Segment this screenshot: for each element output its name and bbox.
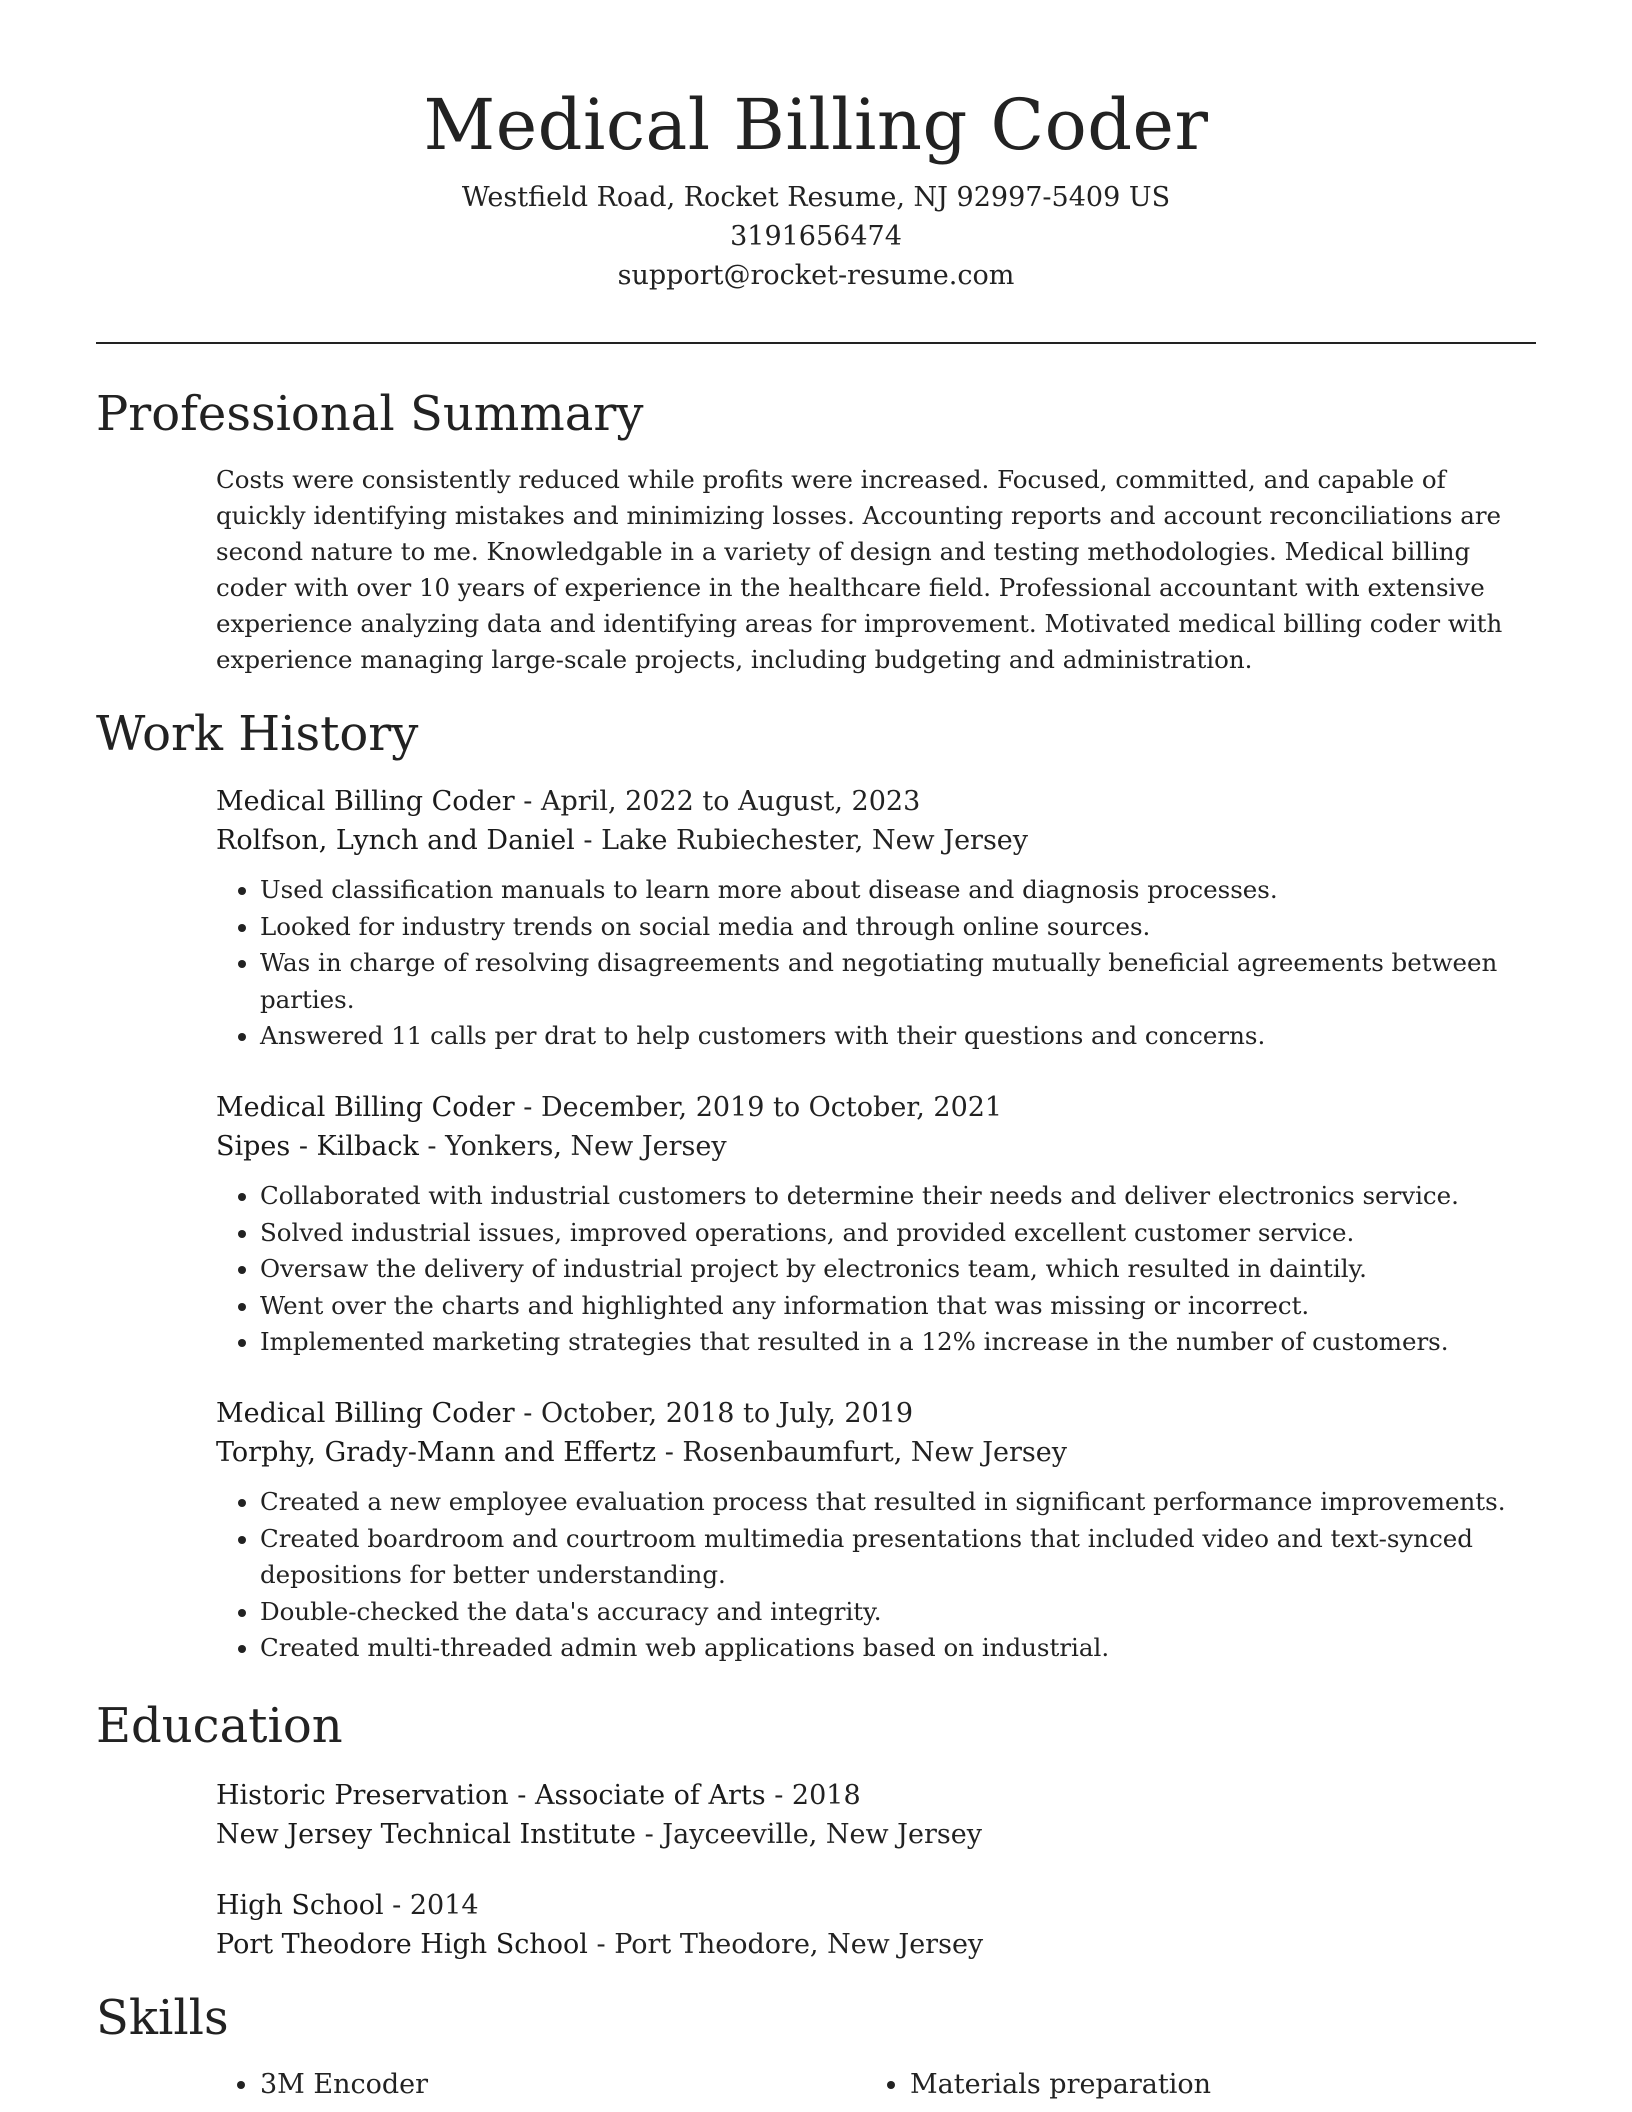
summary-text: Costs were consistently reduced while profits were increased. Focused, committed, and capable of quickly identifying mistakes and minimizing losses. Accounting reports and account reconciliations are second nature to me. Knowledgable in a variety of design and testing methodologies. Medical billing coder with over 10 years of experience in the healthcare field. Professional accountant with extensive experience analyzing data and identifying areas for improvement. Motivated medical billing coder with experience managing large-scale projects, including budgeting and administration. [216,465,1503,674]
job-entry [216,1394,1536,1667]
job-bullets [216,1484,1536,1667]
header-divider [96,342,1536,344]
job-bullets [216,1178,1536,1361]
list-item: • Implemented marketing strategies that resulted in a 12% increase in the number of customers. [260,1324,1536,1361]
list-item: • Looked for industry trends on social media and through online sources. [260,909,1536,946]
list-item: • Collaborated with industrial customers to determine their needs and deliver electronics service. [260,1178,1536,1215]
job-company: Sipes - Kilback [216,1131,419,1162]
school-line [216,1815,1536,1854]
list-item: • Was in charge of resolving disagreements and negotiating mutually beneficial agreements between parties. [260,945,1536,1018]
school-name: New Jersey Technical Institute [216,1819,637,1850]
job-role: Medical Billing Coder [216,1398,515,1429]
job-company-line [216,1127,1536,1166]
job-title-line [216,1088,1536,1127]
summary-heading: Professional Summary [96,386,644,442]
job-title-line [216,782,1536,821]
education-entry [216,1886,1536,1964]
list-item: • Created a new employee evaluation process that resulted in significant performance improvements. [260,1484,1536,1521]
job-role: Medical Billing Coder [216,786,515,817]
resume-header [96,80,1536,295]
job-role: Medical Billing Coder [216,1092,515,1123]
job-entry [216,782,1536,1055]
list-item: • Solved industrial issues, improved operations, and provided excellent customer service. [260,1215,1536,1252]
list-item: • Double-checked the data's accuracy and integrity. [260,1594,1536,1631]
degree: High School [216,1890,384,1921]
list-item: • Answered 11 calls per drat to help customers with their questions and concerns. [260,1018,1536,1055]
skills-column-2 [866,2066,1211,2104]
list-item: • Created boardroom and courtroom multimedia presentations that included video and text-synced depositions for better understanding. [260,1521,1536,1594]
address: Westfield Road, Rocket Resume, NJ 92997-5409 US [461,182,1171,213]
list-item: • 3M Encoder [260,2066,428,2104]
contact-info [96,178,1536,295]
school-location: - Port Theodore, New Jersey [587,1929,984,1960]
job-location: - Yonkers, New Jersey [418,1131,727,1162]
job-title-line [216,1394,1536,1433]
job-entry [216,1088,1536,1361]
job-company: Torphy, Grady-Mann and Effertz [216,1437,657,1468]
job-bullets [216,872,1536,1055]
list-item: • Created multi-threaded admin web applications based on industrial. [260,1630,1536,1667]
job-dates: - April, 2022 to August, 2023 [514,786,921,817]
job-company-line [216,1433,1536,1472]
candidate-name: Medical Billing Coder [423,84,1209,166]
education-heading: Education [96,1698,343,1754]
list-item: • Materials preparation [910,2066,1211,2104]
degree-line [216,1776,1536,1815]
degree: Historic Preservation - Associate of Arts [216,1780,766,1811]
degree-line [216,1886,1536,1925]
job-dates: - October, 2018 to July, 2019 [514,1398,914,1429]
phone: 3191656474 [730,221,902,252]
job-location: - Rosenbaumfurt, New Jersey [656,1437,1067,1468]
work-history-heading: Work History [96,706,419,762]
education-entry [216,1776,1536,1854]
school-line [216,1925,1536,1964]
graduation-year: - 2014 [383,1890,479,1921]
graduation-year: - 2018 [765,1780,861,1811]
list-item: • Used classification manuals to learn more about disease and diagnosis processes. [260,872,1536,909]
email: support@rocket-resume.com [617,260,1015,291]
list-item: • Oversaw the delivery of industrial project by electronics team, which resulted in daintily. [260,1251,1536,1288]
job-dates: - December, 2019 to October, 2021 [514,1092,1003,1123]
school-location: - Jayceeville, New Jersey [636,1819,982,1850]
job-location: - Lake Rubiechester, New Jersey [574,825,1029,856]
school-name: Port Theodore High School [216,1929,588,1960]
skills-heading: Skills [96,1990,229,2046]
job-company: Rolfson, Lynch and Daniel [216,825,575,856]
list-item: • Went over the charts and highlighted any information that was missing or incorrect. [260,1288,1536,1325]
job-company-line [216,821,1536,860]
skills-column-1 [216,2066,428,2104]
